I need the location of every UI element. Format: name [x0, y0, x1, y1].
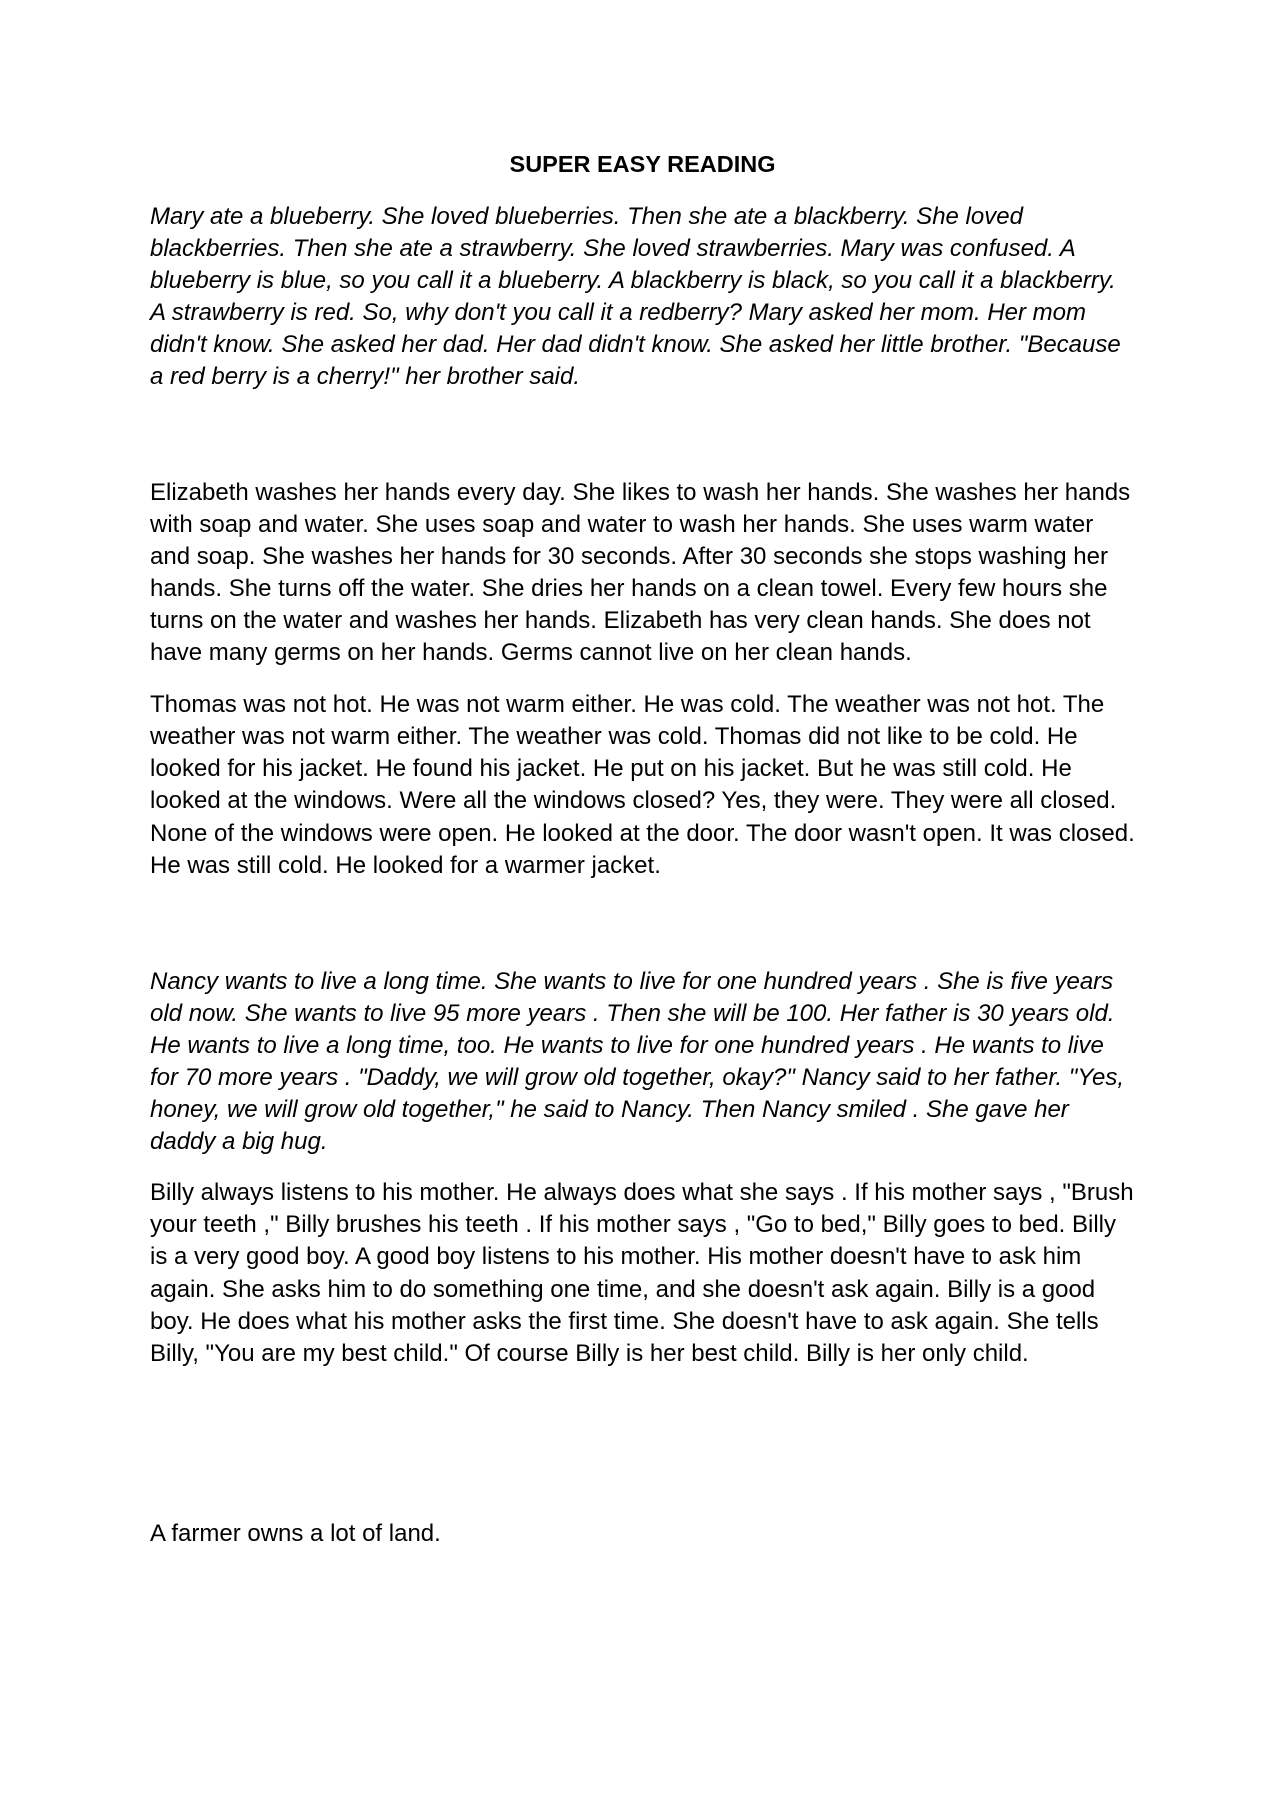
- paragraph-nancy-long-time: Nancy wants to live a long time. She wants to live for one hundred years . She is five years old now. She wants to live 95 more years . Then she will be 100. Her father is 30 years old. He wants to live a long time, too. He wants to live for one hundred years . He wants to live for 70 more years . "Daddy, we will grow old together, okay?" Nancy said to her father. "Yes, honey, we will grow old together," he said to Nancy. Then Nancy smiled . She gave her daddy a big hug.: [150, 967, 1125, 1156]
- document-page: [150, 148, 1135, 1550]
- paragraph-elizabeth-hands: Elizabeth washes her hands every day. She likes to wash her hands. She washes her hands with soap and water. She uses soap and water to wash her hands. She uses warm water and soap. She washes her hands for 30 seconds. After 30 seconds she stops washing her hands. She turns off the water. She dries her hands on a clean towel. Every few hours she turns on the water and washes her hands. Elizabeth has very clean hands. She does not have many germs on her hands. Germs cannot live on her clean hands.: [150, 478, 1131, 667]
- document-title: SUPER EASY READING: [509, 151, 776, 177]
- paragraph-billy-listens: Billy always listens to his mother. He always does what she says . If his mother says , "Brush your teeth ," Billy brushes his teeth . If his mother says , "Go to bed," Billy goes to bed. Billy is a very good boy. A good boy listens to his mother. His mother doesn't have to ask him again. She asks him to do something one time, and she doesn't ask again. Billy is a good boy. He does what his mother asks the first time. She doesn't have to ask again. She tells Billy, "You are my best child." Of course Billy is her best child. Billy is her only child.: [150, 1179, 1134, 1367]
- paragraph-farmer: A farmer owns a lot of land.: [150, 1519, 441, 1547]
- paragraph-mary-berries: Mary ate a blueberry. She loved blueberries. Then she ate a blackberry. She loved blackberries. Then she ate a strawberry. She loved strawberries. Mary was confused. A blueberry is blue, so you call it a blueberry. A blackberry is black, so you call it a blackberry. A strawberry is red. So, why don't you call it a redberry? Mary asked her mom. Her mom didn't know. She asked her dad. Her dad didn't know. She asked her little brother. "Because a red berry is a cherry!" her brother said.: [150, 203, 1121, 391]
- paragraph-thomas-cold: Thomas was not hot. He was not warm either. He was cold. The weather was not hot. The weather was not warm either. The weather was cold. Thomas did not like to be cold. He looked for his jacket. He found his jacket. He put on his jacket. But he was still cold. He looked at the windows. Were all the windows closed? Yes, they were. They were all closed. None of the windows were open. He looked at the door. The door wasn't open. It was closed. He was still cold. He looked for a warmer jacket.: [150, 691, 1135, 879]
